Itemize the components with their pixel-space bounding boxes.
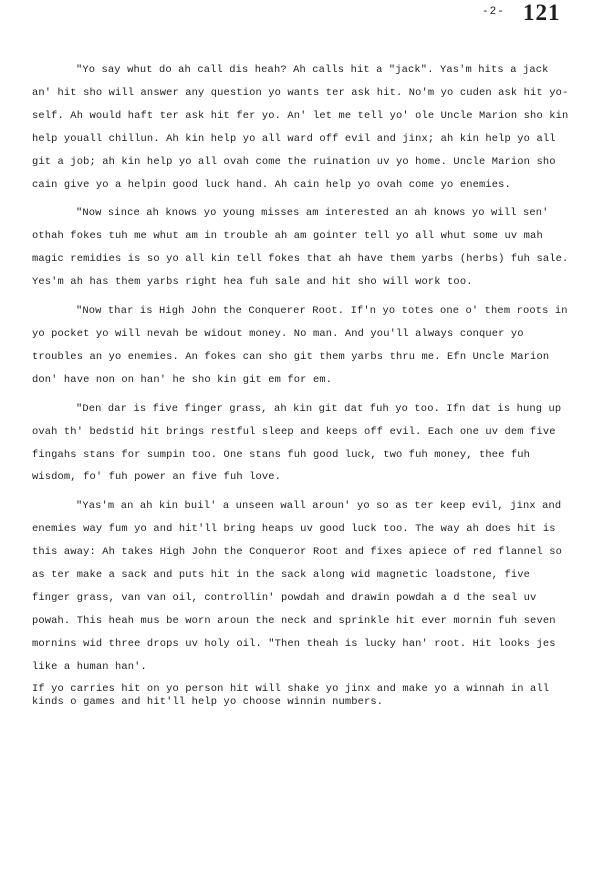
paragraph-unseen-wall: "Yas'm an ah kin buil' a unseen wall aroun' yo so as ter keep evil, jinx and enemies way fum yo and hit'll bring heaps uv good luck too. The way ah does hit is this away: Ah takes High John the Conqueror Root and fixes apiece of red flannel so as ter make a sack and puts hit in the sack along wid magnetic loadstone, five finger grass, van van oil, controllin' powdah and drawin powdah a d the seal uv powah. This heah mus be worn aroun the neck and sprinkle hit ever mornin fuh seven mornins wid three drops uv holy oil. "Then theah is lucky han' root. Hit looks jes like a human han'. <box>32 500 562 673</box>
paragraph-jack: "Yo say whut do ah call dis heah? Ah calls hit a "jack". Yas'm hits a jack an' hit sho will answer any question yo wants ter ask hit. No'm yo cuden ask hit yo-self. Ah would haft ter ask hit fer yo. An' let me tell yo' ole Uncle Marion sho kin help youall chillun. Ah kin help yo all ward off evil and jinx; ah kin help yo all git a job; ah kin help yo all ovah come the ruination uv yo home. Uncle Marion sho cain give yo a helpin good luck hand. Ah cain help yo ovah come yo enemies. <box>32 64 569 191</box>
paragraph-remedies: "Now since ah knows yo young misses am interested an ah knows yo will sen' othah fokes tuh me whut am in trouble ah am gointer tell yo all whut some uv mah magic remidies is so yo all kin tell fokes that ah have them yarbs (herbs) fuh sale. Yes'm ah has them yarbs right hea fuh sale and hit sho will work too. <box>32 207 569 289</box>
body-text <box>32 59 572 710</box>
paragraph-five-finger-grass: "Den dar is five finger grass, ah kin git dat fuh yo too. Ifn dat is hung up ovah th' bedstid hit brings restful sleep and keeps off evil. Each one uv dem five fingahs stans for sumpin too. One stans fuh good luck, two fuh money, thee fuh wisdom, fo' fuh power an five fuh love. <box>32 402 562 484</box>
paragraph-high-john-root: "Now thar is High John the Conquerer Root. If'n yo totes one o' them roots in yo pocket yo will nevah be widout money. No man. And you'll always conquer yo troubles an yo enemies. An fokes can sho git them yarbs thru me. Efn Uncle Marion don' have non on han' he sho kin git em for em. <box>32 305 568 386</box>
page-marker: -2- <box>482 6 505 18</box>
folio-number: 121 <box>523 0 561 25</box>
paragraph-lucky-hand-root: If yo carries hit on yo person hit will shake yo jinx and make yo a winnah in all kinds o games and hit'll help yo choose winnin numbers. <box>32 682 550 709</box>
